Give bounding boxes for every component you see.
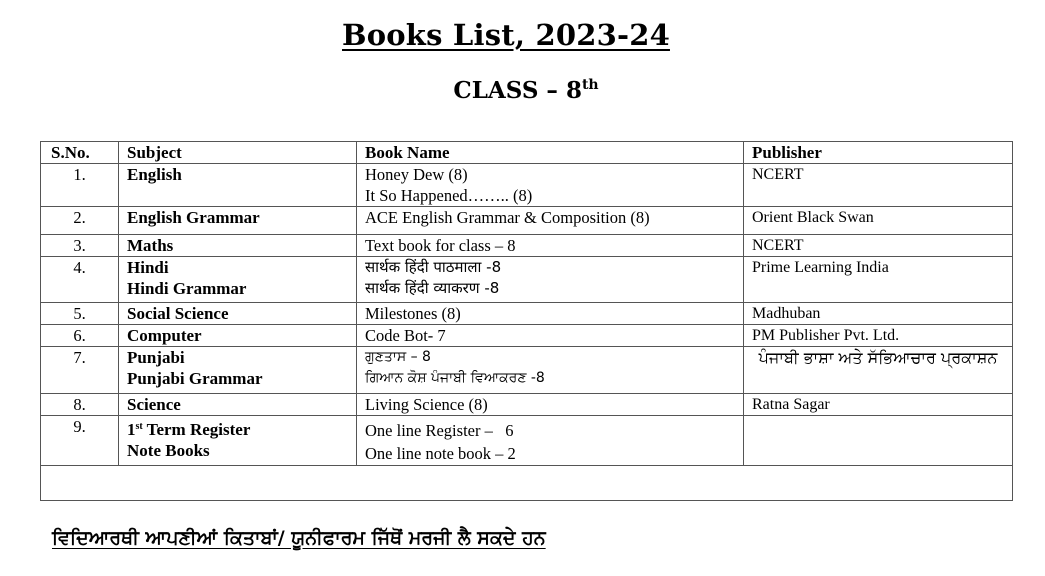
empty-row [41,466,1013,501]
page-title: Books List, 2023-24 [342,18,670,52]
row-publisher: NCERT [744,164,1013,207]
table-row [41,347,1013,394]
col-header-sno: S.No. [41,142,119,164]
book-line: ACE English Grammar & Composition (8) [365,208,650,227]
class-heading [0,77,1045,104]
row-publisher: Orient Black Swan [744,207,1013,235]
book-line: Text book for class – 8 [365,236,516,255]
row-sno: 2. [41,207,119,235]
book-line: सार्थक हिंदी पाठमाला -8 [365,258,502,276]
books-table [40,141,1013,501]
table-row [41,235,1013,257]
subject-line: English [127,165,182,184]
class-label: CLASS – 8 [453,77,582,104]
footer-note: ਵਿਦਿਆਰਥੀ ਆਪਣੀਆਂ ਕਿਤਾਬਾਂ/ ਯੂਨੀਫਾਰਮ ਜਿੱਥੋਂ ਮਰਜੀ ਲੈ ਸਕਦੇ ਹਨ [52,527,546,549]
book-line: सार्थक हिंदी व्याकरण -8 [365,279,500,297]
book-line: ਗੁਣਤਾਸ – 8 [365,349,431,365]
row-sno: 8. [41,394,119,416]
table-row [41,164,1013,207]
subject-line: Punjabi Grammar [127,369,263,388]
row-books [357,325,744,347]
col-header-subject: Subject [119,142,357,164]
table-header-row [41,142,1013,164]
subject-line: Maths [127,236,174,255]
row-sno: 9. [41,416,119,466]
table-row [41,257,1013,303]
col-header-book-name: Book Name [357,142,744,164]
row-books [357,257,744,303]
table-row [41,394,1013,416]
row-books [357,416,744,466]
row-sno: 7. [41,347,119,394]
book-line: ਗਿਆਨ ਕੋਸ਼ ਪੰਜਾਬੀ ਵਿਆਕਰਣ -8 [365,370,545,386]
book-line: One line Register – 6 [365,421,514,440]
row-subject [119,235,357,257]
term-suffix: st [135,421,143,432]
row-sno: 3. [41,235,119,257]
row-subject [119,257,357,303]
row-subject [119,394,357,416]
row-books [357,207,744,235]
row-subject [119,416,357,466]
class-suffix: th [581,77,599,93]
term-rest: Term Register [142,420,251,439]
row-subject [119,164,357,207]
row-subject [119,347,357,394]
row-publisher [744,416,1013,466]
subject-line: Social Science [127,304,229,323]
row-books [357,164,744,207]
subject-line: Hindi [127,258,169,277]
book-line: Living Science (8) [365,395,488,414]
row-publisher: Ratna Sagar [744,394,1013,416]
subject-line: Punjabi [127,348,185,367]
col-header-publisher: Publisher [744,142,1013,164]
subject-line: Note Books [127,441,210,460]
row-books [357,303,744,325]
book-line: One line note book – 2 [365,444,516,463]
table-row [41,207,1013,235]
table-row [41,416,1013,466]
row-publisher: PM Publisher Pvt. Ltd. [744,325,1013,347]
row-publisher: Prime Learning India [744,257,1013,303]
subject-line: Hindi Grammar [127,279,247,298]
row-books [357,347,744,394]
subject-line: Computer [127,326,202,345]
subject-line [127,416,348,440]
term-number: 1 [127,420,136,439]
row-books [357,235,744,257]
book-line: Milestones (8) [365,304,461,323]
subject-line: Science [127,395,181,414]
row-publisher: Madhuban [744,303,1013,325]
row-subject [119,303,357,325]
row-subject [119,207,357,235]
book-line: Honey Dew (8) [365,165,468,184]
table-row [41,303,1013,325]
row-publisher: ਪੰਜਾਬੀ ਭਾਸ਼ਾ ਅਤੇ ਸੱਭਿਆਚਾਰ ਪ੍ਰਕਾਸ਼ਨ [744,347,1013,394]
row-sno: 6. [41,325,119,347]
row-publisher: NCERT [744,235,1013,257]
row-subject [119,325,357,347]
row-sno: 4. [41,257,119,303]
table-row [41,325,1013,347]
table-footer-row [41,466,1013,501]
book-line: Code Bot- 7 [365,326,446,345]
row-sno: 1. [41,164,119,207]
subject-line: English Grammar [127,208,260,227]
row-sno: 5. [41,303,119,325]
book-line: It So Happened…….. (8) [365,186,533,205]
row-books [357,394,744,416]
